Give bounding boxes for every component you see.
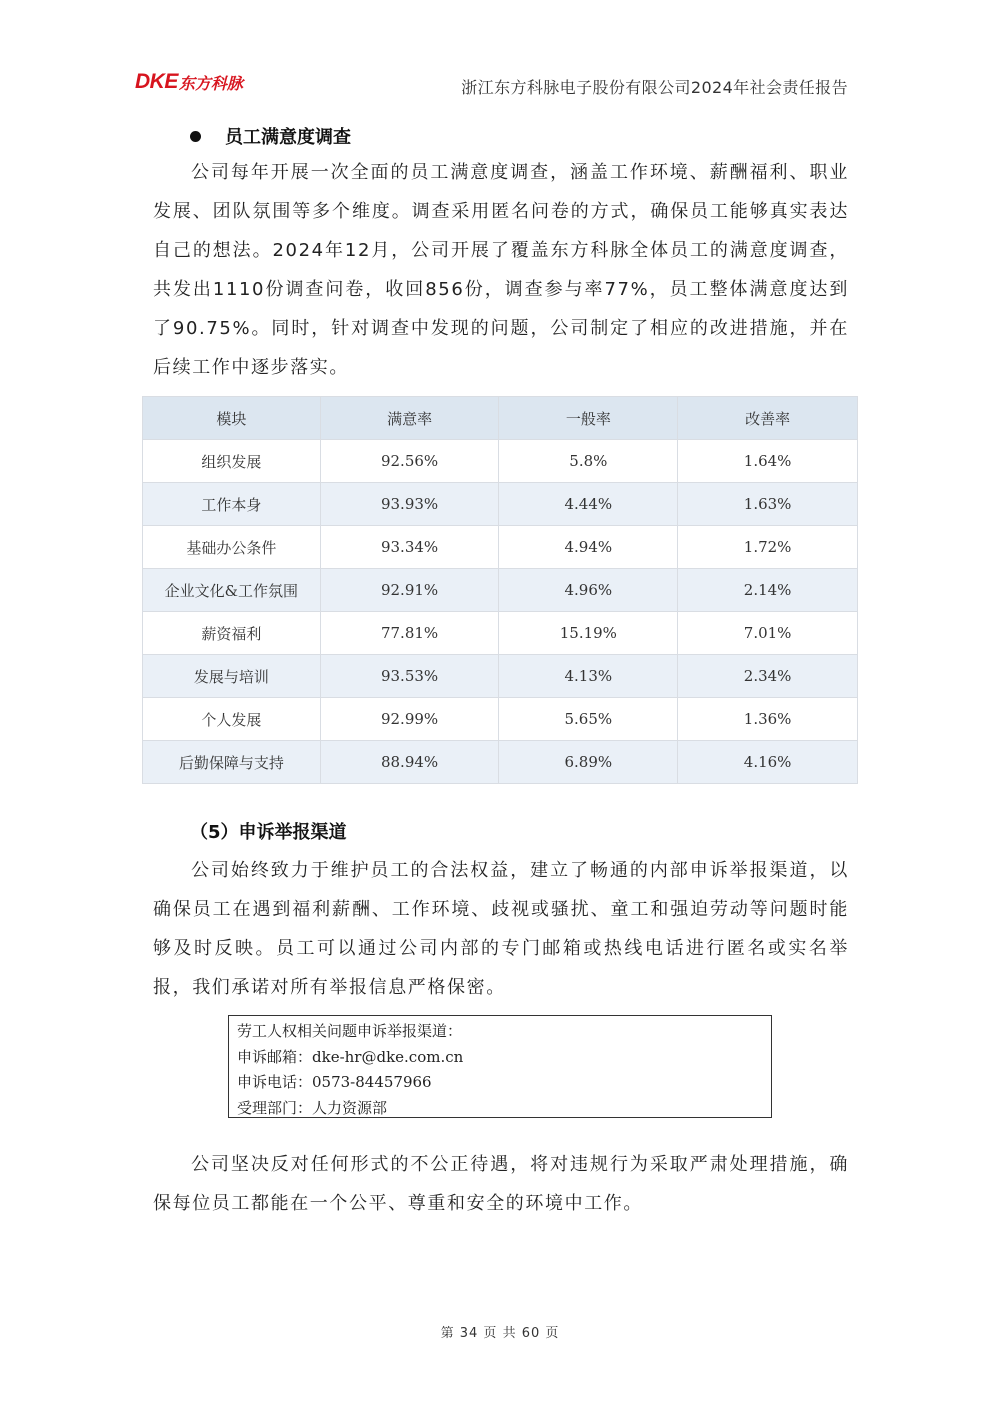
complaint-email: 申诉邮箱：dke-hr@dke.com.cn bbox=[237, 1047, 464, 1066]
table-cell: 93.34% bbox=[320, 526, 499, 569]
complaint-phone: 申诉电话：0573-84457966 bbox=[237, 1073, 432, 1091]
table-cell: 92.56% bbox=[320, 440, 499, 483]
table-cell: 1.63% bbox=[678, 483, 858, 526]
logo-latin-text: DKE bbox=[135, 70, 178, 93]
table-row bbox=[143, 526, 858, 569]
table-cell: 88.94% bbox=[320, 741, 499, 784]
table-header-cell: 满意率 bbox=[320, 397, 499, 440]
table-cell: 4.16% bbox=[678, 741, 858, 784]
table-header-cell: 改善率 bbox=[678, 397, 858, 440]
table-row bbox=[143, 569, 858, 612]
table-row bbox=[143, 698, 858, 741]
closing-paragraph: 公司坚决反对任何形式的不公正待遇，将对违规行为采取严肃处理措施，确保每位员工都能在一个公平、尊重和安全的环境中工作。 bbox=[153, 1154, 849, 1214]
survey-paragraph: 公司每年开展一次全面的员工满意度调查，涵盖工作环境、薪酬福利、职业发展、团队氛围等多个维度。调查采用匿名问卷的方式，确保员工能够真实表达自己的想法。2024年12月，公司开展了覆盖东方科脉全体员工的满意度调查，共发出1110份调查问卷，收回856份，调查参与率77%，员工整体满意度达到了90.75%。同时，针对调查中发现的问题，公司制定了相应的改进措施，并在后续工作中逐步落实。 bbox=[153, 162, 849, 378]
table-header-cell: 一般率 bbox=[499, 397, 678, 440]
table-cell: 4.44% bbox=[499, 483, 678, 526]
table-cell: 92.99% bbox=[320, 698, 499, 741]
complaint-paragraph: 公司始终致力于维护员工的合法权益，建立了畅通的内部申诉举报渠道，以确保员工在遇到福利薪酬、工作环境、歧视或骚扰、童工和强迫劳动等问题时能够及时反映。员工可以通过公司内部的专门邮箱或热线电话进行匿名或实名举报，我们承诺对所有举报信息严格保密。 bbox=[153, 860, 849, 998]
table-cell: 15.19% bbox=[499, 612, 678, 655]
company-logo bbox=[135, 70, 243, 94]
table-cell: 5.65% bbox=[499, 698, 678, 741]
table-cell: 77.81% bbox=[320, 612, 499, 655]
satisfaction-table bbox=[142, 396, 858, 784]
table-cell: 工作本身 bbox=[143, 483, 321, 526]
table-cell: 薪资福利 bbox=[143, 612, 321, 655]
page-number: 第 34 页 共 60 页 bbox=[440, 1326, 560, 1341]
table-cell: 1.64% bbox=[678, 440, 858, 483]
survey-heading-text: 员工满意度调查 bbox=[225, 127, 351, 148]
box-title: 劳工人权相关问题申诉举报渠道： bbox=[237, 1022, 463, 1040]
table-header-row bbox=[143, 397, 858, 440]
table-row bbox=[143, 741, 858, 784]
table-cell: 4.13% bbox=[499, 655, 678, 698]
table-cell: 企业文化&工作氛围 bbox=[143, 569, 321, 612]
table-row bbox=[143, 612, 858, 655]
table-cell: 发展与培训 bbox=[143, 655, 321, 698]
complaint-channel-box bbox=[228, 1015, 772, 1118]
table-cell: 93.53% bbox=[320, 655, 499, 698]
table-cell: 4.94% bbox=[499, 526, 678, 569]
table-row bbox=[143, 655, 858, 698]
complaint-heading: （5）申诉举报渠道 bbox=[190, 822, 347, 843]
table-cell: 5.8% bbox=[499, 440, 678, 483]
table-cell: 4.96% bbox=[499, 569, 678, 612]
table-cell: 7.01% bbox=[678, 612, 858, 655]
survey-heading bbox=[190, 123, 351, 149]
table-cell: 6.89% bbox=[499, 741, 678, 784]
table-cell: 2.34% bbox=[678, 655, 858, 698]
logo-chinese-text: 东方科脉 bbox=[178, 73, 243, 93]
table-cell: 92.91% bbox=[320, 569, 499, 612]
table-cell: 2.14% bbox=[678, 569, 858, 612]
table-row bbox=[143, 483, 858, 526]
table-header-cell: 模块 bbox=[143, 397, 321, 440]
table-cell: 93.93% bbox=[320, 483, 499, 526]
table-cell: 1.72% bbox=[678, 526, 858, 569]
bullet-icon bbox=[190, 131, 201, 142]
table-cell: 后勤保障与支持 bbox=[143, 741, 321, 784]
table-cell: 基础办公条件 bbox=[143, 526, 321, 569]
table-cell: 组织发展 bbox=[143, 440, 321, 483]
handling-department: 受理部门：人力资源部 bbox=[237, 1098, 388, 1117]
table-row bbox=[143, 440, 858, 483]
table-cell: 1.36% bbox=[678, 698, 858, 741]
report-title: 浙江东方科脉电子股份有限公司2024年社会责任报告 bbox=[461, 78, 848, 97]
table-cell: 个人发展 bbox=[143, 698, 321, 741]
